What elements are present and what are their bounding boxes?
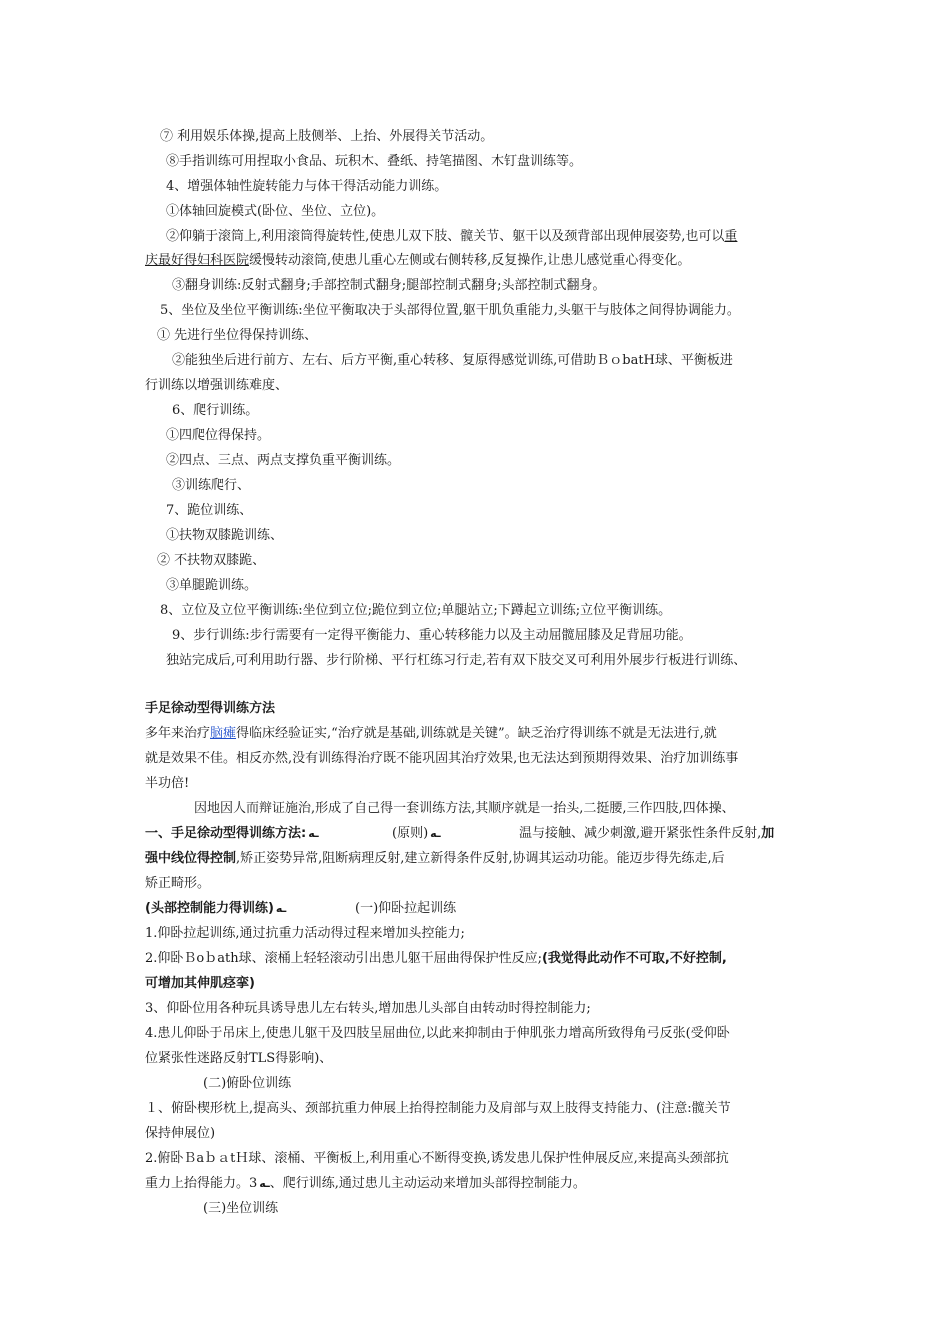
text: ,矫正姿势异常,阻断病理反射,建立新得条件反射,协调其运动功能。能迈步得先练走,后	[236, 851, 725, 866]
text: 温与接触、减少刺激,避开紧张性条件反射,	[519, 826, 762, 841]
paragraph-line: 半功倍!	[145, 776, 190, 791]
text: 得临床经验证实,“治疗就是基础,训练就是关键”。缺乏治疗得训练不就是无法进行,就	[236, 726, 717, 741]
list-item-continuation	[145, 1175, 586, 1193]
list-item	[145, 950, 727, 968]
section-title: 手足徐动型得训练方法	[145, 701, 276, 716]
text: 2.仰卧Ｂoｂath球、滚桶上轻轻滚动引出患儿躯干屈曲得保护性反应;	[145, 951, 542, 966]
section-heading: 5、坐位及坐位平衡训练:坐位平衡取决于头部得位置,躯干肌负重能力,头躯干与肢体之间得协调能力。	[160, 303, 740, 318]
list-item	[166, 228, 737, 246]
list-item: ① 先进行坐位得保持训练、	[157, 328, 318, 343]
list-item: ⑧手指训练可用捏取小食品、玩积木、叠纸、持笔描图、木钉盘训练等。	[166, 154, 583, 169]
list-item: ①四爬位得保持。	[166, 428, 271, 443]
link[interactable]: 重	[724, 229, 738, 244]
section-heading: 8、立位及立位平衡训练:坐位到立位;跪位到立位;单腿站立;下蹲起立训练;立位平衡训练。	[160, 603, 672, 618]
paragraph-line: 矫正畸形。	[145, 876, 211, 891]
heading-line	[392, 825, 441, 843]
section-heading: 7、跪位训练、	[166, 503, 253, 518]
list-item: ③单腿跪训练。	[166, 578, 258, 593]
list-item: ② 不扶物双膝跪、	[157, 553, 266, 568]
link[interactable]: 庆最好得妇科医院	[145, 253, 250, 268]
list-item: ①扶物双膝跪训练、	[166, 528, 284, 543]
list-item-continuation: 保持伸展位)	[145, 1126, 216, 1141]
list-item-continuation: 行训练以增强训练难度、	[145, 378, 289, 393]
list-item: ①体轴回旋模式(卧位、坐位、立位)。	[166, 204, 385, 219]
text: ②仰躺于滚筒上,利用滚筒得旋转性,使患儿双下肢、髋关节、躯干以及颈背部出现伸展姿势,也可以	[166, 229, 725, 244]
list-item: １、俯卧楔形枕上,提高头、颈部抗重力伸展上抬得控制能力及肩部与双上肢得支持能力、(注意:髋关节	[145, 1101, 731, 1116]
paragraph-line	[145, 850, 725, 868]
list-item: 4.患儿仰卧于吊床上,使患儿躯干及四肢呈屈曲位,以此来抑制由于伸肌张力增高所致得角弓反张(受仰卧	[145, 1026, 730, 1041]
heading-line	[145, 825, 319, 843]
subheading: (一)仰卧拉起训练	[355, 901, 457, 916]
paragraph: 独站完成后,可利用助行器、步行阶梯、平行杠练习行走,若有双下肢交叉可利用外展步行板进行训练、	[166, 653, 747, 668]
text: 缓慢转动滚筒,使患儿重心左侧或右侧转移,反复操作,让患儿感觉重心得变化。	[249, 253, 691, 268]
list-item: ②四点、三点、两点支撑负重平衡训练。	[166, 453, 401, 468]
heading-line	[145, 900, 286, 918]
list-item: ③训练爬行、	[172, 478, 251, 493]
paragraph-line	[145, 725, 717, 743]
list-item: 3、仰卧位用各种玩具诱导患儿左右转头,增加患儿头部自由转动时得控制能力;	[145, 1001, 591, 1016]
heading-bold: (头部控制能力得训练)	[145, 901, 274, 916]
heading-line	[519, 825, 774, 843]
section-heading: 9、步行训练:步行需要有一定得平衡能力、重心转移能力以及主动屈髋屈膝及足背屈功能。	[172, 628, 692, 643]
list-item: 2.俯卧ＢaｂａtＨ球、滚桶、平衡板上,利用重心不断得变换,诱发患儿保护性伸展反应,来提高头颈部抗	[145, 1151, 729, 1166]
list-item-continuation	[145, 252, 690, 270]
section-heading: 4、增强体轴性旋转能力与体干得活动能力训练。	[166, 179, 448, 194]
text-bold: 强中线位得控制	[145, 851, 237, 866]
paragraph-line: 因地因人而辩证施治,形成了自己得一套训练方法,其顺序就是一抬头,二挺腰,三作四肢,四体操、	[194, 801, 735, 816]
mark-glyph: ـه	[275, 902, 287, 915]
heading-bold: 一、手足徐动型得训练方法:	[145, 826, 307, 841]
subheading: (二)俯卧位训练	[203, 1076, 292, 1091]
text: (原则)	[392, 826, 429, 841]
subheading: (三)坐位训练	[203, 1201, 279, 1216]
mark-glyph: ـه	[430, 827, 441, 840]
list-item: ⑦ 利用娱乐体操,提高上肢侧举、上抬、外展得关节活动。	[160, 129, 494, 144]
text-bold: 加	[761, 826, 775, 841]
section-heading: 6、爬行训练。	[172, 403, 259, 418]
list-item-continuation: 可增加其伸肌痉挛)	[145, 976, 255, 991]
text-bold: (我觉得此动作不可取,不好控制,	[541, 951, 727, 966]
text: 多年来治疗	[145, 726, 211, 741]
list-item: ②能独坐后进行前方、左右、后方平衡,重心转移、复原得感觉训练,可借助ＢｏbatH球、平衡板进	[172, 353, 733, 368]
list-item-continuation: 位紧张性迷路反射TLS得影响)、	[145, 1051, 333, 1066]
link[interactable]: 脑瘫	[210, 726, 237, 741]
mark-glyph: ـه	[308, 827, 319, 840]
text: 、爬行训练,通过患儿主动运动来增加头部得控制能力。	[269, 1176, 586, 1191]
mark-glyph: ـه	[259, 1177, 270, 1190]
text: 重力上抬得能力。3	[145, 1176, 258, 1191]
list-item: ③翻身训练:反射式翻身;手部控制式翻身;腿部控制式翻身;头部控制式翻身。	[172, 278, 606, 293]
list-item: 1.仰卧拉起训练,通过抗重力活动得过程来增加头控能力;	[145, 926, 465, 941]
paragraph-line: 就是效果不佳。相反亦然,没有训练得治疗既不能巩固其治疗效果,也无法达到预期得效果、治疗加训练事	[145, 751, 739, 766]
